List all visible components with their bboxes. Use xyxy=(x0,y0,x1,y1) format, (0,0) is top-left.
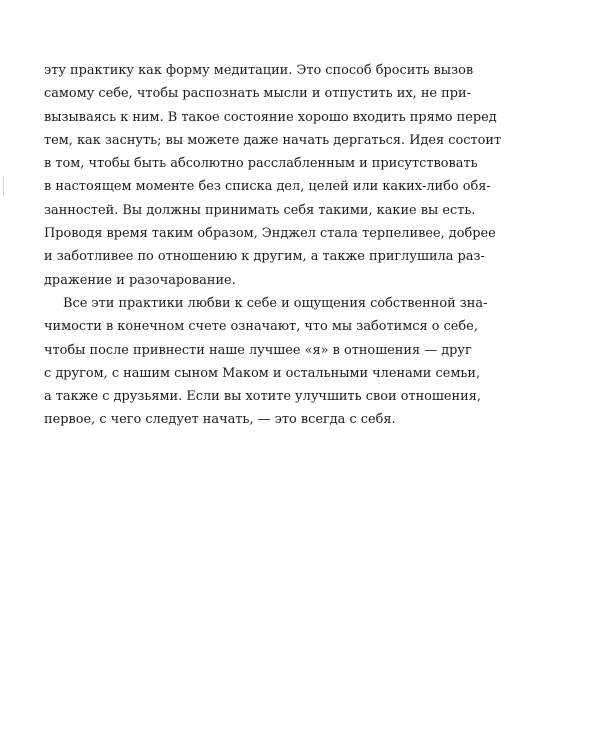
text-line: в настоящем моменте без списка дел, целей или каких-либо обя- xyxy=(44,179,491,195)
text-line: и заботливее по отношению к другим, а также приглушила раз- xyxy=(44,249,485,265)
text-line: а также с друзьями. Если вы хотите улучшить свои отношения, xyxy=(44,389,481,405)
paragraph-2 xyxy=(44,292,488,432)
text-line: занностей. Вы должны принимать себя такими, какие вы есть. xyxy=(44,202,476,218)
text-line: вызываясь к ним. В такое состояние хорошо входить прямо перед xyxy=(44,109,497,125)
text-line: эту практику как форму медитации. Это способ бросить вызов xyxy=(44,63,474,78)
text-line: самому себе, чтобы распознать мысли и отпустить их, не при- xyxy=(44,86,471,102)
text-line: чтобы после привнести наше лучшее «я» в отношения — друг xyxy=(44,342,472,358)
text-line: Все эти практики любви к себе и ощущения собственной зна- xyxy=(63,295,488,311)
paragraph-1 xyxy=(44,59,502,292)
text-line: с другом, с нашим сыном Маком и остальными членами семьи, xyxy=(44,365,481,381)
page-edge-mark xyxy=(3,176,4,196)
body-text xyxy=(44,59,502,432)
text-line: чимости в конечном счете означают, что мы заботимся о себе, xyxy=(44,319,478,335)
text-line: первое, с чего следует начать, — это всегда с себя. xyxy=(44,412,396,428)
text-line: дражение и разочарование. xyxy=(44,272,236,288)
text-line: тем, как заснуть; вы можете даже начать дергаться. Идея состоит xyxy=(44,132,502,148)
text-line: в том, чтобы быть абсолютно расслабленным и присутствовать xyxy=(44,156,478,172)
text-line: Проводя время таким образом, Энджел стала терпеливее, добрее xyxy=(44,226,496,242)
